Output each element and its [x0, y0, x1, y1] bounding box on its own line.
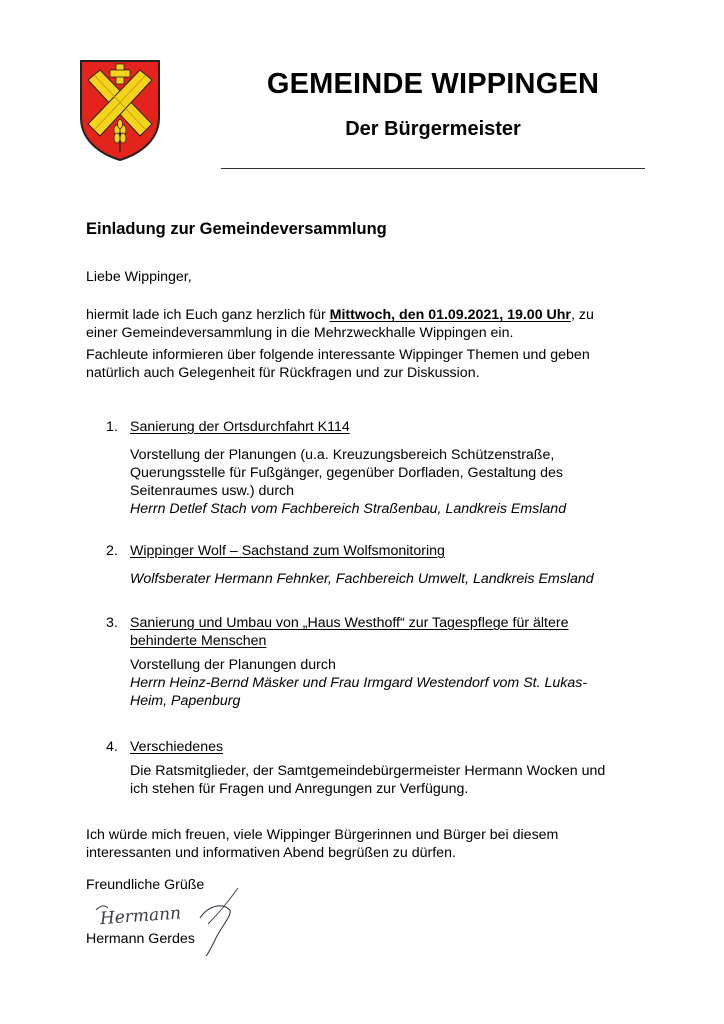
list-item-body: Seitenraumes usw.) durch — [130, 483, 295, 499]
list-item-body: Vorstellung der Planungen durch — [130, 657, 336, 673]
list-item-title: Sanierung und Umbau von „Haus Westhoff“ zur Tagespflege für ältere — [130, 615, 569, 631]
regards: Freundliche Grüße — [86, 877, 205, 893]
salutation: Liebe Wippinger, — [86, 269, 192, 285]
intro-text-end: , zu — [570, 307, 594, 323]
list-item-title: Sanierung der Ortsdurchfahrt K114 — [130, 419, 350, 435]
mayor-subtitle: Der Bürgermeister — [345, 118, 521, 140]
header-divider — [221, 168, 645, 169]
list-item-number: 3. — [106, 615, 118, 631]
closing-paragraph — [86, 826, 646, 862]
list-item-speaker: Herrn Heinz-Bernd Mäsker und Frau Irmgard Westendorf vom St. Lukas- — [130, 675, 588, 691]
intro-paragraph — [86, 306, 646, 342]
list-item-speaker: Herrn Detlef Stach vom Fachbereich Straßenbau, Landkreis Emsland — [130, 501, 567, 517]
list-item-body: Die Ratsmitglieder, der Samtgemeindebürgermeister Hermann Wocken und — [130, 763, 606, 779]
list-item-title: Wippinger Wolf – Sachstand zum Wolfsmonitoring — [130, 543, 445, 559]
list-item-body: Querungsstelle für Fußgänger, gegenüber Dorfladen, Gestaltung des — [130, 465, 563, 481]
meeting-date: Mittwoch, den 01.09.2021, 19.00 Uhr — [329, 307, 571, 323]
letter-heading: Einladung zur Gemeindeversammlung — [86, 220, 387, 238]
experts-paragraph — [86, 346, 646, 382]
list-item-body: ich stehen für Fragen und Anregungen zur Verfügung. — [130, 781, 469, 797]
list-item-number: 2. — [106, 543, 118, 559]
list-item-body: Vorstellung der Planungen (u.a. Kreuzungsbereich Schützenstraße, — [130, 447, 555, 463]
experts-line-1: Fachleute informieren über folgende interessante Wippinger Themen und geben — [86, 347, 590, 363]
list-item-title: behinderte Menschen — [130, 633, 267, 649]
list-item-title: Verschiedenes — [130, 739, 224, 755]
signature-scribble: Hermann — [99, 903, 182, 930]
municipality-title: GEMEINDE WIPPINGEN — [266, 68, 600, 100]
list-item-number: 1. — [106, 419, 118, 435]
list-item-speaker: Wolfsberater Hermann Fehnker, Fachbereich Umwelt, Landkreis Emsland — [130, 571, 594, 587]
intro-text: hiermit lade ich Euch ganz herzlich für — [86, 307, 330, 323]
signer-name: Hermann Gerdes — [86, 931, 195, 947]
intro-line-2: einer Gemeindeversammlung in die Mehrzweckhalle Wippingen ein. — [86, 325, 514, 341]
closing-line-2: interessanten und informativen Abend begrüßen zu dürfen. — [86, 845, 456, 861]
list-item-number: 4. — [106, 739, 118, 755]
list-item-speaker: Heim, Papenburg — [130, 693, 241, 709]
experts-line-2: natürlich auch Gelegenheit für Rückfragen und zur Diskussion. — [86, 365, 480, 381]
closing-line-1: Ich würde mich freuen, viele Wippinger Bürgerinnen und Bürger bei diesem — [86, 827, 559, 843]
coat-of-arms-logo — [78, 58, 162, 162]
